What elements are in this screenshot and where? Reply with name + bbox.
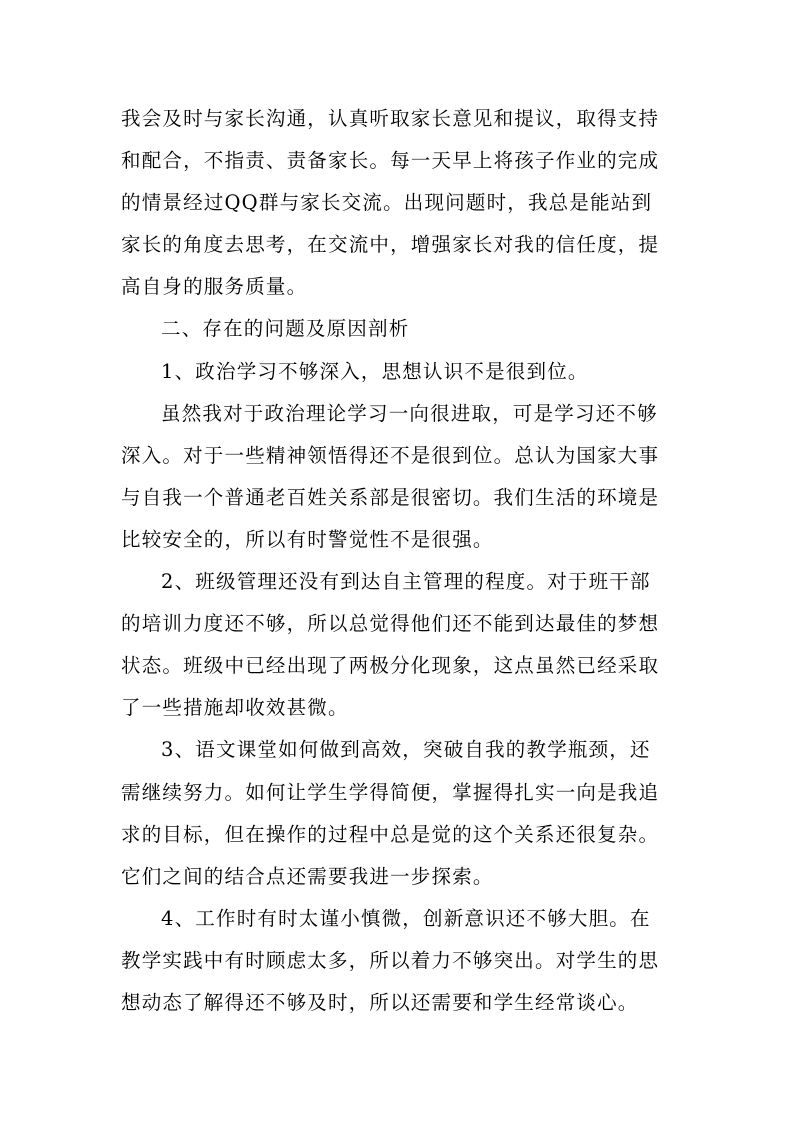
- paragraph-line: 它们之间的结合点还需要我进一步探索。: [121, 864, 494, 888]
- numbered-item-heading: 1、政治学习不够深入，思想认识不是很到位。: [161, 359, 589, 383]
- numbered-item-heading: 3、语文课堂如何做到高效，突破自我的教学瓶颈，还: [161, 738, 651, 762]
- document-body: [121, 98, 681, 1024]
- paragraph-line: 高自身的服务质量。: [121, 275, 308, 299]
- paragraph-line: 状态。班级中已经出现了两极分化现象，这点虽然已经采取: [121, 654, 660, 678]
- paragraph-line: 想动态了解得还不够及时，所以还需要和学生经常谈心。: [121, 990, 639, 1014]
- paragraph-line: 我会及时与家长沟通，认真听取家长意见和提议，取得支持: [121, 107, 660, 130]
- paragraph-line: 教学实践中有时顾虑太多，所以着力不够突出。对学生的思: [121, 948, 660, 972]
- paragraph-line: 的培训力度还不够，所以总觉得他们还不能到达最佳的梦想: [121, 612, 660, 636]
- paragraph-line: 比较安全的，所以有时警觉性不是很强。: [121, 527, 494, 551]
- paragraph-line: 与自我一个普通老百姓关系部是很密切。我们生活的环境是: [121, 485, 660, 509]
- paragraph-line: 求的目标，但在操作的过程中总是觉的这个关系还很复杂。: [121, 822, 660, 846]
- paragraph-line: 的情景经过QQ群与家长交流。出现问题时，我总是能站到: [121, 191, 653, 215]
- numbered-item-heading: 4、工作时有时太谨小慎微，创新意识还不够大胆。在: [161, 906, 651, 930]
- paragraph-line: 虽然我对于政治理论学习一向很进取，可是学习还不够: [161, 401, 658, 425]
- numbered-item-heading: 2、班级管理还没有到达自主管理的程度。对于班干部: [161, 570, 651, 594]
- paragraph-line: 和配合，不指责、责备家长。每一天早上将孩子作业的完成: [121, 149, 660, 173]
- paragraph-line: 了一些措施却收效甚微。: [121, 696, 349, 720]
- paragraph-line: 需继续努力。如何让学生学得简便，掌握得扎实一向是我追: [121, 780, 660, 804]
- section-heading: 二、存在的问题及原因剖析: [161, 317, 410, 341]
- paragraph-line: 深入。对于一些精神领悟得还不是很到位。总认为国家大事: [121, 443, 660, 467]
- paragraph-line: 家长的角度去思考，在交流中，增强家长对我的信任度，提: [121, 233, 660, 257]
